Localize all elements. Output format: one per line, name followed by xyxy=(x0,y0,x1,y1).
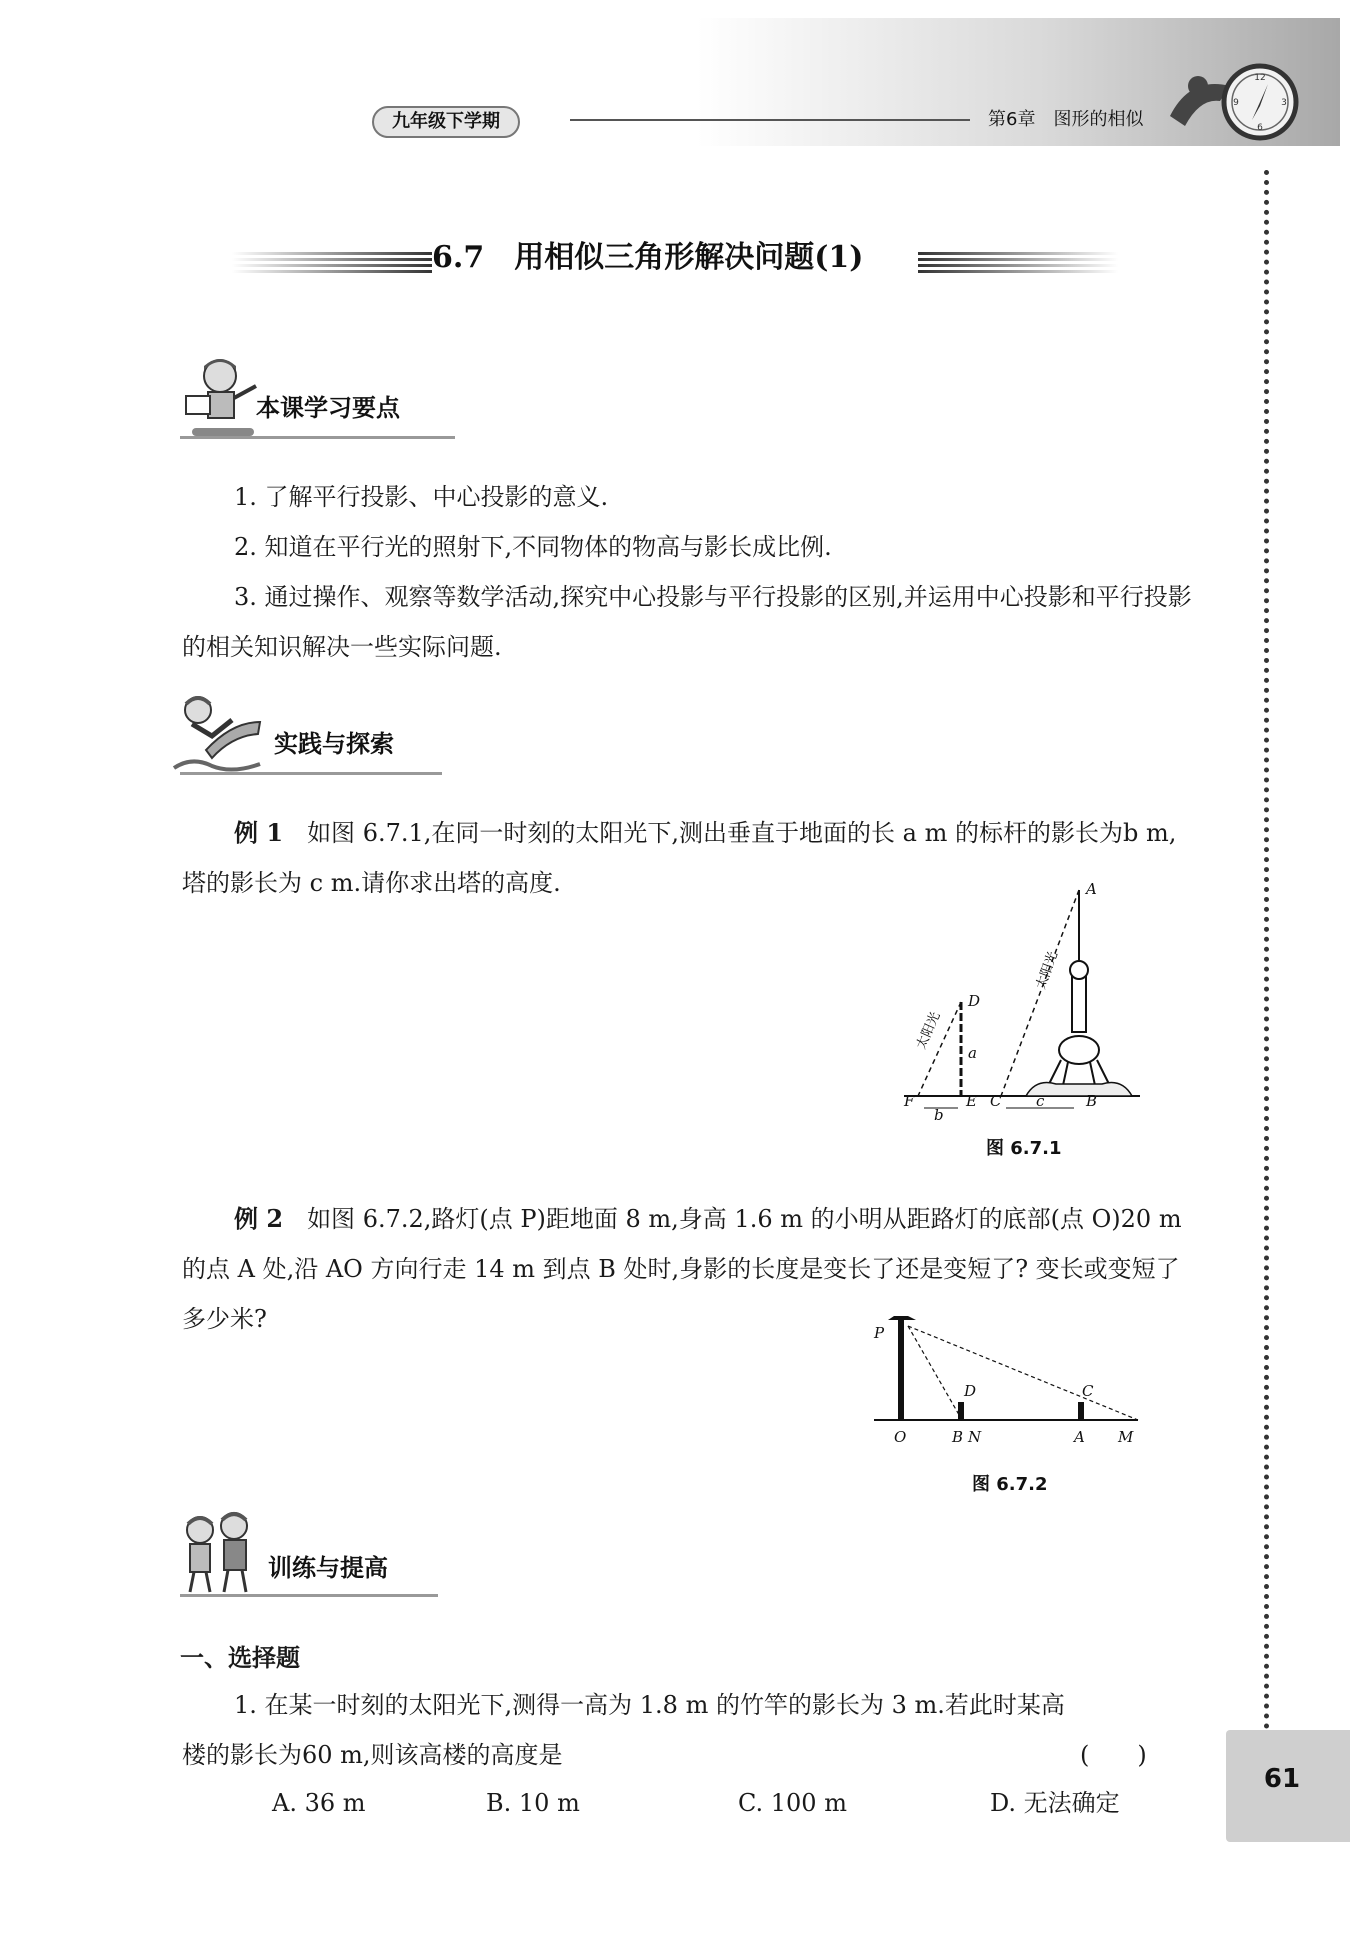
compass-runner-icon xyxy=(1160,56,1300,146)
figure-6-7-2 xyxy=(868,1308,1148,1448)
figure-6-7-1-caption: 图 6.7.1 xyxy=(986,1138,1062,1159)
option-b: B. 10 m xyxy=(486,1789,580,1817)
banner-underline xyxy=(180,772,442,775)
student-reading-icon xyxy=(178,352,268,442)
title-stripes-right xyxy=(918,250,1118,276)
point-label: O xyxy=(894,1428,907,1446)
svg-text:9: 9 xyxy=(1233,98,1239,108)
section-title: 6.7 用相似三角形解决问题(1) xyxy=(432,240,864,275)
svg-text:12: 12 xyxy=(1254,73,1266,83)
sunlight-label: 太阳光 xyxy=(1033,949,1062,992)
point-label: B xyxy=(952,1428,964,1446)
point-label: F xyxy=(904,1092,915,1110)
question-1-text: 1. 在某一时刻的太阳光下,测得一高为 1.8 m 的竹竿的影长为 3 m.若此时某高楼的影长为60 m,则该高楼的高度是 xyxy=(182,1691,1065,1769)
chapter-title: 第6章 图形的相似 xyxy=(988,109,1144,130)
key-points-heading: 本课学习要点 xyxy=(256,394,400,422)
practice-heading: 实践与探索 xyxy=(274,730,394,758)
answer-bracket: ( ) xyxy=(1080,1741,1147,1769)
training-heading: 训练与提高 xyxy=(268,1554,388,1582)
point-label: C xyxy=(990,1092,1002,1110)
part-1-title: 一、选择题 xyxy=(180,1644,300,1672)
grade-label: 九年级下学期 xyxy=(372,106,520,138)
figure-6-7-2-caption: 图 6.7.2 xyxy=(972,1474,1048,1495)
point-label: N xyxy=(968,1428,982,1446)
sunlight-label: 太阳光 xyxy=(913,1009,944,1052)
point-label: A xyxy=(1086,880,1097,898)
example-2-text: 如图 6.7.2,路灯(点 P)距地面 8 m,身高 1.6 m 的小明从距路灯的底部(点 O)20 m 的点 A 处,沿 AO 方向行走 14 m 到点 B 处时,身影的长度是变长了还是变短了? 变长或变短了多少米? xyxy=(182,1205,1182,1333)
page-number: 61 xyxy=(1263,1764,1301,1794)
option-c: C. 100 m xyxy=(738,1789,847,1817)
point-label: M xyxy=(1118,1428,1134,1446)
question-1 xyxy=(182,1680,1192,1780)
point-label: a xyxy=(968,1044,977,1062)
example-1-text: 如图 6.7.1,在同一时刻的太阳光下,测出垂直于地面的长 a m 的标杆的影长为b m,塔的影长为 c m.请你求出塔的高度. xyxy=(182,819,1177,897)
point-label: A xyxy=(1074,1428,1085,1446)
key-points-list xyxy=(182,472,1192,672)
point-label: C xyxy=(1082,1382,1094,1400)
point-label: E xyxy=(966,1092,977,1110)
point-label: B xyxy=(1086,1092,1098,1110)
point-label: P xyxy=(874,1324,885,1342)
title-stripes-left xyxy=(232,250,432,276)
option-d: D. 无法确定 xyxy=(990,1789,1120,1817)
header-rule xyxy=(570,119,970,121)
point-label: c xyxy=(1036,1092,1045,1110)
banner-underline xyxy=(180,1594,438,1597)
option-a: A. 36 m xyxy=(272,1789,366,1817)
student-surfing-icon xyxy=(172,692,262,782)
svg-text:3: 3 xyxy=(1281,98,1287,108)
key-point-item: 2. 知道在平行光的照射下,不同物体的物高与影长成比例. xyxy=(234,533,832,561)
example-1-label: 例 1 xyxy=(234,818,284,847)
banner-underline xyxy=(180,436,455,439)
dotted-page-edge xyxy=(1264,170,1269,1740)
two-students-icon xyxy=(176,1508,266,1598)
figure-6-7-1 xyxy=(896,872,1146,1122)
svg-text:6: 6 xyxy=(1257,123,1263,133)
example-2-label: 例 2 xyxy=(234,1204,284,1233)
point-label: D xyxy=(968,992,981,1010)
point-label: b xyxy=(934,1106,944,1122)
key-point-item: 3. 通过操作、观察等数学活动,探究中心投影与平行投影的区别,并运用中心投影和平行投影的相关知识解决一些实际问题. xyxy=(182,583,1192,661)
point-label: D xyxy=(964,1382,977,1400)
key-point-item: 1. 了解平行投影、中心投影的意义. xyxy=(234,483,609,511)
